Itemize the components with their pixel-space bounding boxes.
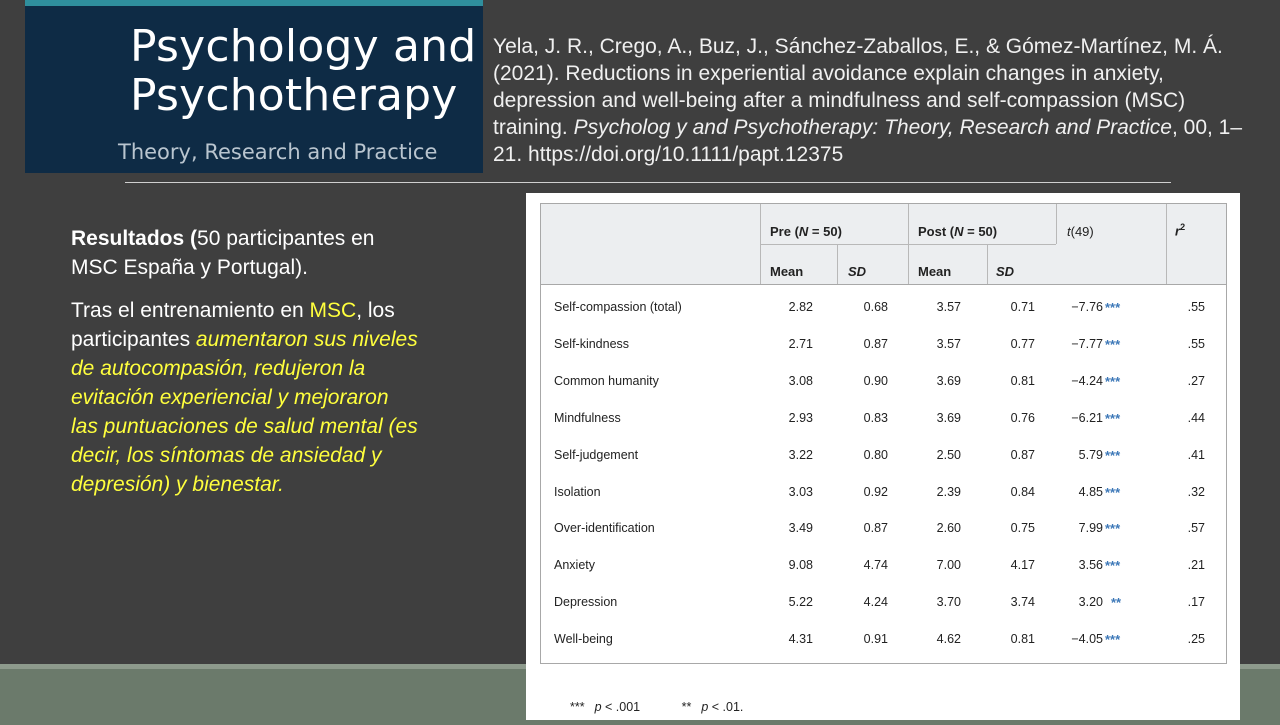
table-row [541, 622, 1226, 659]
post-mean-cell: 2.60 [936, 521, 961, 536]
post-sd-cell: 0.71 [1010, 300, 1035, 314]
results-table-panel [526, 193, 1240, 720]
pre-sd-cell: 0.92 [863, 484, 888, 499]
row-label: Isolation [554, 484, 601, 499]
t-value-cell: 3.20 [1078, 595, 1103, 610]
header-post: Post (N = 50) [918, 224, 998, 239]
t-value-cell: 5.79 [1078, 447, 1103, 462]
summary-msc-highlight: MSC [309, 299, 357, 322]
citation-journal: Psycholog y and Psychotherapy: Theory, Research and Practice [573, 116, 1172, 139]
post-mean-cell: 3.69 [936, 373, 961, 388]
post-sd-cell: 3.74 [1010, 595, 1035, 610]
pre-sd-cell: 4.74 [863, 558, 888, 573]
pre-sd-cell: 0.90 [863, 373, 888, 388]
post-mean-cell: 3.70 [936, 595, 961, 610]
journal-title-line1: Psychology and [130, 21, 477, 72]
post-mean-cell: 4.62 [936, 632, 961, 647]
pre-mean-cell: 5.22 [788, 595, 813, 610]
row-label: Over-identification [554, 521, 655, 536]
row-label: Self-compassion (total) [554, 300, 682, 314]
post-sd-cell: 0.81 [1010, 632, 1035, 647]
journal-title [130, 22, 476, 120]
pre-sd-cell: 0.83 [863, 410, 888, 425]
footnote-p-001: p < .001 [594, 700, 641, 714]
r2-cell: .32 [1187, 484, 1205, 499]
table-row [541, 511, 1226, 548]
journal-subtitle: Theory, Research and Practice [118, 140, 438, 164]
significance-stars: *** [1105, 336, 1121, 352]
post-sd-cell: 0.76 [1010, 410, 1035, 425]
row-label: Depression [554, 595, 618, 610]
post-sd-cell: 0.87 [1010, 447, 1035, 462]
pre-sd-cell: 0.87 [863, 521, 888, 536]
row-label: Common humanity [554, 373, 659, 388]
table-row [541, 290, 1226, 327]
table-row [541, 364, 1226, 401]
r2-cell: .27 [1187, 373, 1205, 388]
post-mean-cell: 3.57 [936, 336, 961, 351]
t-value-cell: −6.21 [1071, 410, 1103, 425]
header-divider-h1 [760, 244, 1056, 245]
r2-cell: .21 [1187, 558, 1205, 573]
pre-sd-cell: 0.80 [863, 447, 888, 462]
t-value-cell: −4.05 [1071, 632, 1103, 647]
citation [493, 33, 1263, 168]
post-sd-cell: 4.17 [1010, 558, 1035, 573]
row-label: Self-kindness [554, 336, 630, 351]
post-sd-cell: 0.75 [1010, 521, 1035, 536]
row-label: Anxiety [554, 558, 595, 573]
pre-mean-cell: 9.08 [788, 558, 813, 573]
summary-intro: Tras el entrenamiento en [71, 299, 310, 322]
header-pre: Pre (N = 50) [770, 224, 842, 239]
header-post-mean: Mean [918, 264, 952, 279]
table-row [541, 438, 1226, 475]
header-pre-mean: Mean [770, 264, 804, 279]
header-divider-v4 [1166, 204, 1167, 284]
significance-stars: *** [1105, 521, 1121, 537]
summary-paragraph-2 [71, 296, 421, 499]
table-row [541, 475, 1226, 512]
pre-mean-cell: 3.49 [788, 521, 813, 536]
table-row [541, 548, 1226, 585]
post-sd-cell: 0.84 [1010, 484, 1035, 499]
r2-cell: .57 [1187, 521, 1205, 536]
pre-mean-cell: 2.82 [788, 300, 813, 314]
summary-paragraph-1 [71, 224, 421, 282]
summary-findings-highlight: aumentaron sus niveles de autocompasión, redujeron la evitación experiencial y mejoraron las puntuaciones de salud mental (es decir, los síntomas de ansiedad y depresión) y bienestar. [71, 328, 418, 496]
citation-rest: , 00, 1–21. https://doi.org/10.1111/papt.12375 [493, 116, 1243, 166]
r2-cell: .25 [1187, 632, 1205, 647]
header-r2: $r^2$ [1175, 222, 1186, 239]
t-value-cell: 3.56 [1078, 558, 1103, 573]
significance-stars: *** [1105, 447, 1121, 463]
summary-participants: 50 participantes en MSC España y Portugal). [71, 227, 375, 279]
row-label: Mindfulness [554, 410, 621, 425]
footnote-sig-2: ** [681, 700, 692, 714]
post-mean-cell: 2.50 [936, 447, 961, 462]
row-label: Self-judgement [554, 447, 639, 462]
t-value-cell: −7.77 [1071, 336, 1103, 351]
table-row [541, 327, 1226, 364]
footnote-p-01: p < .01. [701, 700, 744, 714]
results-summary [71, 224, 421, 513]
header-divider [125, 182, 1171, 183]
post-mean-cell: 3.57 [936, 300, 961, 314]
t-value-cell: 7.99 [1078, 521, 1103, 536]
r2-cell: .17 [1187, 595, 1205, 610]
r2-cell: .44 [1187, 410, 1205, 425]
significance-stars: *** [1105, 632, 1121, 648]
pre-mean-cell: 3.03 [788, 484, 813, 499]
t-value-cell: 4.85 [1078, 484, 1103, 499]
summary-intro-2: , los participantes [71, 299, 395, 351]
table-row [541, 401, 1226, 438]
pre-sd-cell: 0.68 [863, 300, 888, 314]
post-mean-cell: 3.69 [936, 410, 961, 425]
t-value-cell: −4.24 [1071, 373, 1103, 388]
summary-results-label: Resultados ( [71, 227, 198, 250]
header-divider-v6 [987, 244, 988, 284]
table-footnote [570, 700, 763, 714]
table-header [541, 204, 1226, 285]
header-pre-sd: SD [848, 264, 867, 279]
r2-cell: .41 [1187, 447, 1205, 462]
pre-mean-cell: 2.93 [788, 410, 813, 425]
row-label: Well-being [554, 632, 613, 647]
r2-cell: .55 [1187, 300, 1205, 314]
r2-cell: .55 [1187, 336, 1205, 351]
results-table [540, 203, 1227, 664]
significance-stars: ** [1111, 595, 1122, 611]
table-row [541, 585, 1226, 622]
header-t: t(49) [1067, 224, 1094, 239]
significance-stars: *** [1105, 300, 1121, 315]
pre-sd-cell: 0.87 [863, 336, 888, 351]
header-divider-v3 [1056, 204, 1057, 244]
post-mean-cell: 7.00 [936, 558, 961, 573]
significance-stars: *** [1105, 558, 1121, 574]
footnote-sig-1: *** [570, 700, 585, 714]
significance-stars: *** [1105, 373, 1121, 389]
pre-mean-cell: 2.71 [788, 336, 813, 351]
t-value-cell: −7.76 [1071, 300, 1103, 314]
pre-sd-cell: 0.91 [863, 632, 888, 647]
significance-stars: *** [1105, 410, 1121, 426]
citation-authors: Yela, J. R., Crego, A., Buz, J., Sánchez-Zaballos, E., & Gómez-Martínez, M. Á. (2021). Reductions in experiential avoidance explain changes in anxiety, depression and well-being after a mindfulness and self-compassion (MSC) training. [493, 35, 1223, 139]
journal-cover-logo [25, 0, 483, 173]
post-mean-cell: 2.39 [936, 484, 961, 499]
pre-mean-cell: 4.31 [788, 632, 813, 647]
post-sd-cell: 0.81 [1010, 373, 1035, 388]
header-divider-v5 [837, 244, 838, 284]
header-post-sd: SD [996, 264, 1015, 279]
pre-mean-cell: 3.22 [788, 447, 813, 462]
post-sd-cell: 0.77 [1010, 336, 1035, 351]
pre-sd-cell: 4.24 [863, 595, 888, 610]
pre-mean-cell: 3.08 [788, 373, 813, 388]
journal-title-line2: Psychotherapy [130, 70, 458, 121]
significance-stars: *** [1105, 484, 1121, 500]
cover-accent-strip [25, 0, 483, 6]
